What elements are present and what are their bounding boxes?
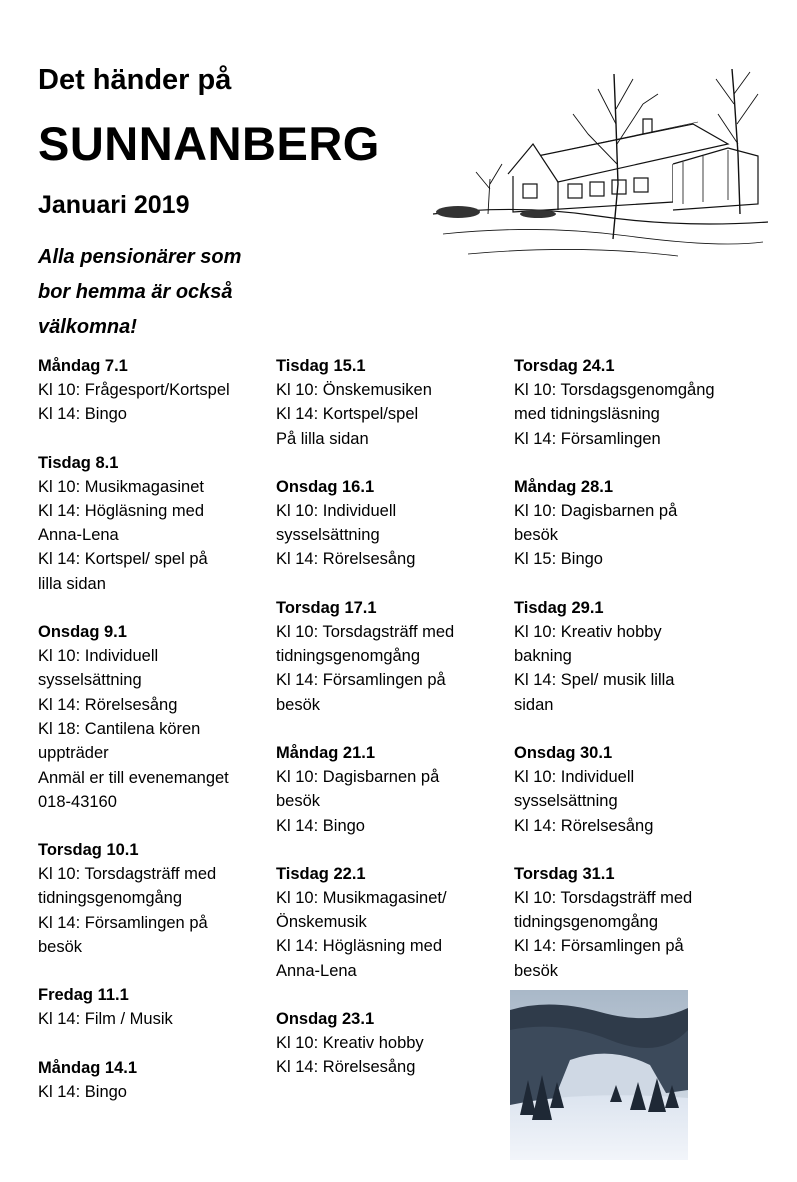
event-line: Kl 14: Spel/ musik lilla: [514, 671, 675, 690]
day-entry: [38, 451, 270, 596]
event-line: besök: [276, 695, 321, 714]
event-line: På lilla sidan: [276, 429, 369, 448]
event-line: Kl 18: Cantilena kören: [38, 719, 201, 738]
day-title: Onsdag 23.1: [276, 1010, 375, 1029]
day-title: Onsdag 9.1: [38, 623, 127, 642]
day-entry: [38, 838, 270, 959]
event-line: Kl 10: Individuell: [276, 501, 397, 520]
event-line: Anna-Lena: [38, 526, 119, 545]
day-entry: [276, 475, 508, 572]
event-line: sidan: [514, 695, 554, 714]
event-line: Kl 14: Högläsning med: [276, 937, 443, 956]
event-line: Kl 10: Frågesport/Kortspel: [38, 381, 230, 399]
day-entry: [514, 354, 754, 451]
day-entry: [276, 741, 508, 838]
day-entry: [514, 596, 754, 717]
day-title: Tisdag 8.1: [38, 453, 119, 472]
event-line: Kl 15: Bingo: [514, 550, 603, 569]
event-line: Kl 14: Film / Musik: [38, 1010, 173, 1029]
event-line: 018-43160: [38, 792, 117, 811]
schedule-column-2: [276, 354, 508, 1104]
event-line: Kl 10: Dagisbarnen på: [276, 767, 440, 786]
event-line: sysselsättning: [514, 792, 618, 811]
day-title: Fredag 11.1: [38, 986, 129, 1005]
event-line: Kl 10: Dagisbarnen på: [514, 501, 678, 520]
winter-forest-photo: [510, 990, 688, 1160]
day-entry: [276, 862, 508, 983]
day-entry: [38, 983, 270, 1031]
day-entry: [276, 596, 508, 717]
event-line: tidningsgenomgång: [38, 889, 183, 908]
event-line: Kl 14: Kortspel/spel: [276, 405, 419, 424]
event-line: Kl 10: Torsdagsträff med: [38, 865, 217, 884]
event-line: Kl 14: Bingo: [38, 1082, 127, 1101]
event-line: besök: [38, 938, 83, 957]
event-line: Kl 10: Önskemusiken: [276, 381, 432, 399]
day-title: Torsdag 31.1: [514, 864, 615, 883]
event-line: sysselsättning: [38, 671, 142, 690]
event-line: Kl 10: Kreativ hobby: [514, 622, 662, 641]
event-line: Kl 10: Kreativ hobby: [276, 1034, 424, 1053]
event-line: Önskemusik: [276, 913, 367, 932]
event-line: uppträder: [38, 744, 109, 763]
event-line: Kl 10: Musikmagasinet: [38, 477, 204, 496]
month-subtitle: Januari 2019: [38, 191, 190, 219]
event-line: tidningsgenomgång: [276, 647, 421, 666]
event-line: Anmäl er till evenemanget: [38, 768, 229, 787]
event-line: Kl 14: Rörelsesång: [38, 695, 178, 714]
event-line: Kl 14: Bingo: [38, 405, 127, 424]
day-title: Måndag 14.1: [38, 1058, 138, 1077]
pre-title: Det händer på: [38, 64, 232, 96]
day-entry: [514, 862, 754, 983]
event-line: Anna-Lena: [276, 961, 357, 980]
event-line: Kl 10: Torsdagsträff med: [514, 888, 693, 907]
schedule-column-1: [38, 354, 270, 1128]
day-title: Måndag 28.1: [514, 477, 614, 496]
welcome-text: Alla pensionärer som bor hemma är också välkomna!: [38, 246, 242, 338]
day-entry: [38, 620, 270, 814]
event-line: Kl 14: Bingo: [276, 816, 365, 835]
event-line: besök: [276, 792, 321, 811]
page-title: SUNNANBERG: [38, 117, 380, 170]
event-line: lilla sidan: [38, 574, 106, 593]
schedule-column-3: [514, 354, 754, 1007]
event-line: Kl 14: Församlingen på: [38, 913, 208, 932]
event-line: Kl 14: Högläsning med: [38, 501, 205, 520]
event-line: Kl 14: Församlingen på: [514, 937, 684, 956]
event-line: Kl 10: Individuell: [514, 767, 635, 786]
event-line: Kl 14: Rörelsesång: [514, 816, 654, 835]
event-line: Kl 10: Musikmagasinet/: [276, 888, 447, 907]
day-title: Onsdag 16.1: [276, 477, 375, 496]
day-entry: [38, 1056, 270, 1104]
day-title: Onsdag 30.1: [514, 743, 613, 762]
event-line: Kl 10: Torsdagsträff med: [276, 622, 455, 641]
day-entry: [38, 354, 270, 427]
event-line: Kl 10: Individuell: [38, 647, 159, 666]
event-line: tidningsgenomgång: [514, 913, 659, 932]
day-entry: [276, 354, 508, 451]
day-title: Tisdag 15.1: [276, 357, 366, 375]
day-entry: [276, 1007, 508, 1080]
event-line: Kl 14: Rörelsesång: [276, 1058, 416, 1077]
day-title: Torsdag 10.1: [38, 841, 139, 860]
event-line: Kl 14: Rörelsesång: [276, 550, 416, 569]
event-line: besök: [514, 526, 559, 545]
day-title: Tisdag 29.1: [514, 598, 604, 617]
day-title: Tisdag 22.1: [276, 864, 366, 883]
day-entry: [514, 475, 754, 572]
day-title: Måndag 7.1: [38, 357, 128, 375]
event-line: Kl 10: Torsdagsgenomgång: [514, 381, 715, 399]
event-line: besök: [514, 961, 559, 980]
day-title: Torsdag 17.1: [276, 598, 377, 617]
event-line: med tidningsläsning: [514, 405, 660, 424]
event-line: Kl 14: Församlingen på: [276, 671, 446, 690]
event-line: Kl 14: Kortspel/ spel på: [38, 550, 208, 569]
event-line: Kl 14: Församlingen: [514, 429, 661, 448]
day-entry: [514, 741, 754, 838]
house-drawing: [428, 64, 770, 262]
event-line: bakning: [514, 647, 572, 666]
event-line: sysselsättning: [276, 526, 380, 545]
day-title: Måndag 21.1: [276, 743, 376, 762]
day-title: Torsdag 24.1: [514, 357, 615, 375]
